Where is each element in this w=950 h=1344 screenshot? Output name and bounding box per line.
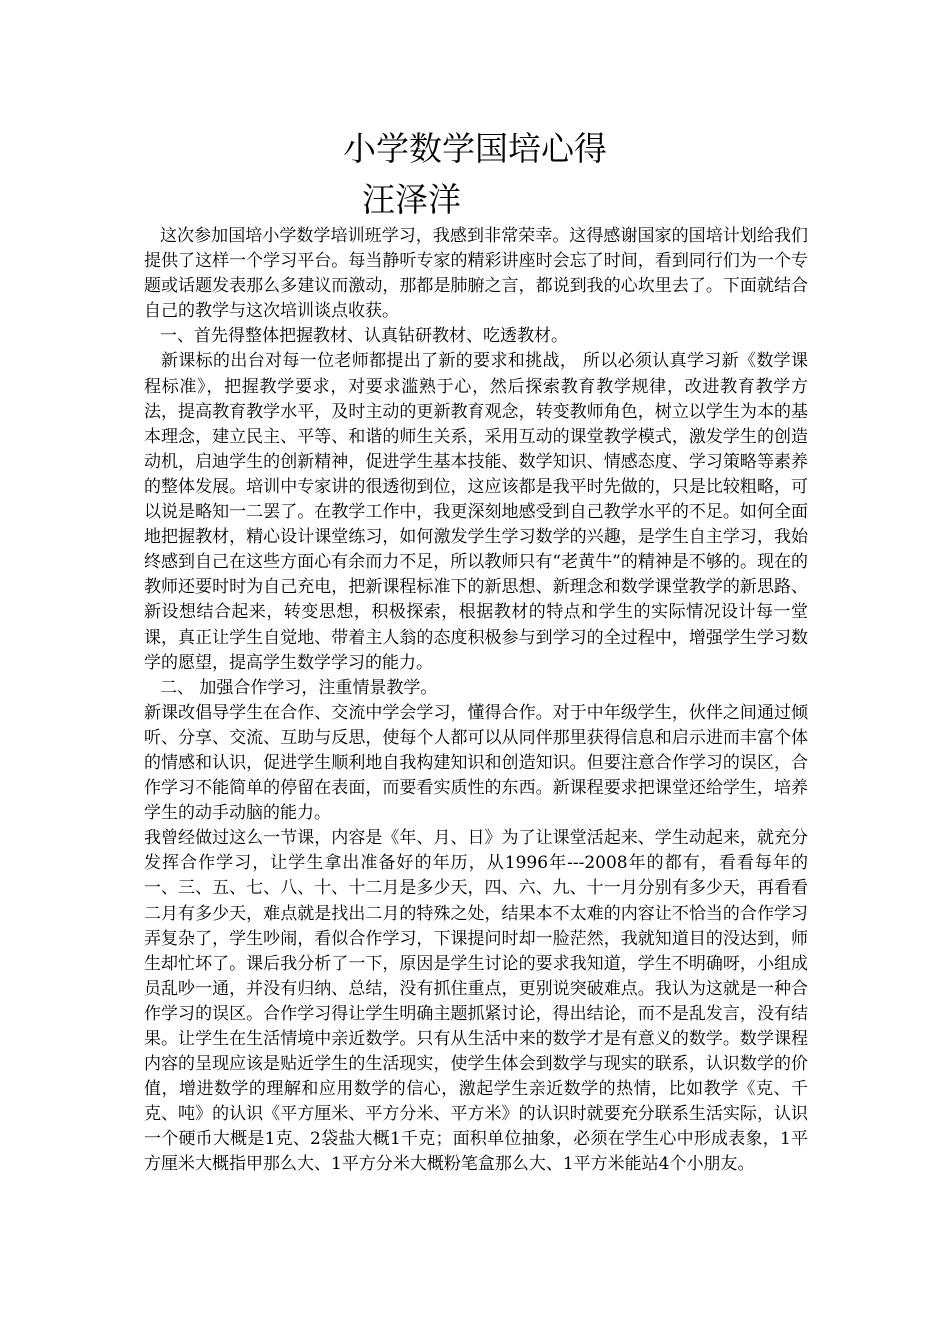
paragraph-section-1: 新课标的出台对每一位老师都提出了新的要求和挑战， 所以必须认真学习新《数学课程标准》，把握教学要求，对要求滥熟于心，然后探索教育教学规律，改进教育教学方法，提高教育教学水平，及时主动的更新教育观念，转变教师角色，树立以学生为本的基本理念，建立民主、平等、和谐的师生关系，采用互动的课堂教学模式，激发学生的创造动机，启迪学生的创新精神，促进学生基本技能、数学知识、情感态度、学习策略等素养的整体发展。培训中专家讲的很透彻到位，这应该都是我平时先做的，只是比较粗略，可以说是略知一二罢了。在教学工作中，我更深刻地感受到自己教学水平的不足。如何全面地把握教材，精心设计课堂练习，如何激发学生学习数学的兴趣，是学生自主学习，我始终感到自己在这些方面心有余而力不足，所以教师只有“老黄牛”的精神是不够的。现在的教师还要时时为自己充电，把新课程标准下的新思想、新理念和数学课堂教学的新思路、新设想结合起来，转变思想，积极探索，根据教材的特点和学生的实际情况设计每一堂课，真正让学生自觉地、带着主人翁的态度积极参与到学习的全过程中，增强学生学习数学的愿望，提高学生数学学习的能力。 [144, 351, 808, 673]
author-name: 汪泽洋 [362, 180, 461, 219]
document-body [144, 224, 808, 1178]
section-heading-1: 一、首先得整体把握教材、认真钻研教材、吃透教材。 [160, 326, 568, 347]
section-heading-2: 二、 加强合作学习，注重情景教学。 [160, 677, 438, 698]
paragraph-example: 我曾经做过这么一节课，内容是《年、月、日》为了让课堂活起来、学生动起来，就充分发挥合作学习，让学生拿出准备好的年历，从1996年---2008年的都有，看看每年的一、三、五、七、八、十、十二月是多少天，四、六、九、十一月分别有多少天，再看看二月有多少天，难点就是找出二月的特殊之处，结果本不太难的内容让不恰当的合作学习弄复杂了，学生吵闹，看似合作学习，下课提问时却一脸茫然，我就知道目的没达到，师生却忙坏了。课后我分析了一下，原因是学生讨论的要求我知道，学生不明确呀，小组成员乱吵一通，并没有归纳、总结，没有抓住重点，更别说突破难点。我认为这就是一种合作学习的误区。合作学习得让学生明确主题抓紧讨论，得出结论，而不是乱发言，没有结果。让学生在生活情境中亲近数学。只有从生活中来的数学才是有意义的数学。数学课程内容的呈现应该是贴近学生的生活现实，使学生体会到数学与现实的联系，认识数学的价值，增进数学的理解和应用数学的信心，激起学生亲近数学的热情，比如教学《克、千克、吨》的认识《平方厘米、平方分米、平方米》的认识时就要充分联系生活实际，认识一个硬币大概是1克、2袋盐大概1千克；面积单位抽象，必须在学生心中形成表象，1平方厘米大概指甲那么大、1平方分米大概粉笔盒那么大、1平方米能站4个小朋友。 [144, 828, 808, 1175]
document-title: 小学数学国培心得 [343, 129, 607, 168]
paragraph-section-2: 新课改倡导学生在合作、交流中学会学习，懂得合作。对于中年级学生，伙伴之间通过倾听、分享、交流、互助与反思，使每个人都可以从同伴那里获得信息和启示进而丰富个体的情感和认识，促进学生顺利地自我构建知识和创造知识。但要注意合作学习的误区，合作学习不能简单的停留在表面，而要看实质性的东西。新课程要求把课堂还给学生，培养学生的动手动脑的能力。 [144, 702, 808, 824]
paragraph-intro: 这次参加国培小学数学培训班学习，我感到非常荣幸。这得感谢国家的国培计划给我们提供了这样一个学习平台。每当静听专家的精彩讲座时会忘了时间，看到同行们为一个专题或话题发表那么多建议而激动，那都是肺腑之言，都说到我的心坎里去了。下面就结合自己的教学与这次培训谈点收获。 [144, 226, 808, 322]
